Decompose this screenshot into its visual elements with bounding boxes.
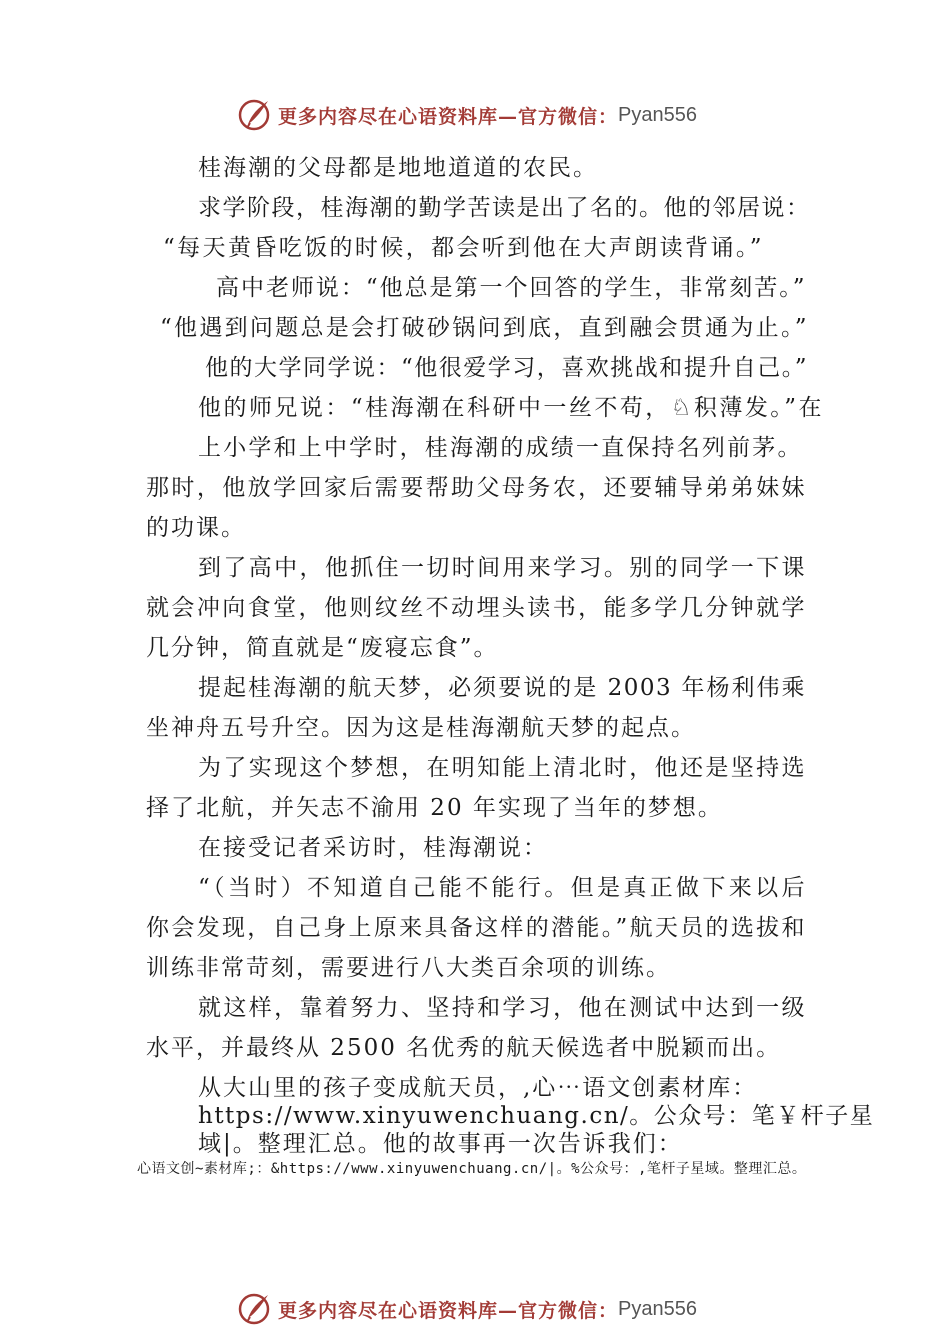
footer-wechat-id: Pyan556 xyxy=(618,1297,697,1320)
header-text: 更多内容尽在心语资料库—官方微信： xyxy=(278,105,619,128)
brand-logo-icon xyxy=(238,1292,272,1326)
text-line: 你会发现，自己身上原来具备这样的潜能。”航天员的选拔和 xyxy=(146,915,806,941)
text-line: 就这样，靠着努力、坚持和学习，他在测试中达到一级 xyxy=(198,995,806,1021)
text-line: “（当时）不知道自己能不能行。但是真正做下来以后 xyxy=(198,875,806,901)
text-line: 的功课。 xyxy=(146,515,246,541)
text-line: 桂海潮的父母都是地地道道的农民。 xyxy=(198,155,598,181)
text-line: 为了实现这个梦想，在明知能上清北时，他还是坚持选 xyxy=(198,755,806,781)
text-line: “每天黄昏吃饭的时候，都会听到他在大声朗读背诵。” xyxy=(163,235,763,261)
header-banner xyxy=(238,97,697,133)
text-line: 训练非常苛刻，需要进行八大类百余项的训练。 xyxy=(146,955,671,981)
brand-logo-icon xyxy=(238,98,272,132)
text-line: 几分钟，简直就是“废寝忘食”。 xyxy=(146,635,499,661)
text-line: 域|。整理汇总。他的故事再一次告诉我们： xyxy=(198,1131,683,1157)
text-line: 就会冲向食堂，他则纹丝不动埋头读书，能多学几分钟就学 xyxy=(146,595,806,621)
text-line: 高中老师说：“他总是第一个回答的学生，非常刻苦。” xyxy=(216,275,806,301)
text-line: 在接受记者采访时，桂海潮说： xyxy=(198,835,548,861)
text-line: 他的师兄说：“桂海潮在科研中一丝不苟，♘积薄发。”在 xyxy=(198,395,823,421)
text-line: 从大山里的孩子变成航天员，,心⋯语文创素材库： xyxy=(198,1075,758,1101)
url-line: https://www.xinyuwenchuang.cn/。公众号：笔￥杆子星 xyxy=(198,1103,875,1129)
footer-text: 更多内容尽在心语资料库—官方微信： xyxy=(278,1299,619,1322)
text-line: 他的大学同学说：“他很爱学习，喜欢挑战和提升自己。” xyxy=(205,355,809,381)
text-line: 那时，他放学回家后需要帮助父母务农，还要辅导弟弟妹妹 xyxy=(146,475,806,501)
text-line: 提起桂海潮的航天梦，必须要说的是 2003 年杨利伟乘 xyxy=(198,675,806,701)
text-line: 水平，并最终从 2500 名优秀的航天候选者中脱颖而出。 xyxy=(146,1035,782,1061)
text-line: “他遇到问题总是会打破砂锅问到底，直到融会贯通为止。” xyxy=(160,315,808,341)
text-line: 求学阶段，桂海潮的勤学苦读是出了名的。他的邻居说： xyxy=(198,195,811,221)
text-line: 择了北航，并矢志不渝用 20 年实现了当年的梦想。 xyxy=(146,795,723,821)
footer-banner xyxy=(238,1291,697,1327)
watermark-note: 心语文创~素材库;：&https://www.xinyuwenchuang.cn/|。%公众号：,笔杆子星域。整理汇总。 xyxy=(137,1161,807,1177)
text-line: 到了高中，他抓住一切时间用来学习。别的同学一下课 xyxy=(198,555,806,581)
header-wechat-id: Pyan556 xyxy=(618,103,697,126)
text-line: 坐神舟五号升空。因为这是桂海潮航天梦的起点。 xyxy=(146,715,696,741)
text-line: 上小学和上中学时，桂海潮的成绩一直保持名列前茅。 xyxy=(198,435,802,461)
